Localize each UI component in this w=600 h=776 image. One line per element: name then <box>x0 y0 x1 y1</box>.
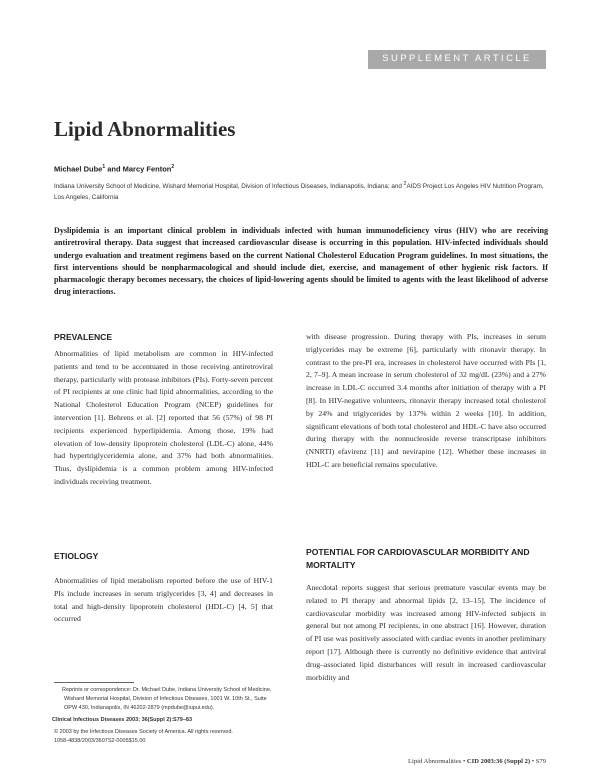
supplement-article-banner: SUPPLEMENT ARTICLE <box>368 50 546 68</box>
footnote-journal: Clinical Infectious Diseases 2003; 36(Suppl 2):S79–83 <box>52 717 193 723</box>
author-2-sup: 2 <box>171 164 175 170</box>
page-footer <box>390 758 546 765</box>
prevalence-text: Abnormalities of lipid metabolism are common in HIV-infected patients and tend to be accentuated in those receiving antiretroviral therapy, particularly with protease inhibitors (PIs). Forty-seven percent of PI recipients at one clinic had lipid abnormalities, according to the National Cholesterol Education Program (NCEP) guidelines for intervention [1]. Behrens et al. [2] reported that 56 (57%) of 98 PI recipients experienced hyperlipidemia. Among those, 19% had elevation of low-density lipoprotein cholesterol (LDL-C) alone, 44% had hypertriglyceridemia alone, and 37% had both abnormalities. Thus, dyslipidemia is a common problem among HIV-infected individuals receiving treatment. <box>54 349 273 486</box>
affiliation-sup: 2 <box>403 181 407 187</box>
article-title: Lipid Abnormalities <box>54 117 236 141</box>
heading-etiology: ETIOLOGY <box>54 551 99 561</box>
footnote <box>54 686 278 746</box>
footer-page-number: • S79 <box>530 758 546 765</box>
footnote-copyright: © 2003 by the Infectious Diseases Society of America. All rights reserved. <box>54 729 233 735</box>
footer-journal-ref: CID 2003:36 (Suppl 2) <box>466 758 531 765</box>
footer-running-title: Lipid Abnormalities • <box>408 758 467 765</box>
footnote-rule <box>54 682 134 683</box>
heading-cardiovascular: POTENTIAL FOR CARDIOVASCULAR MORBIDITY AND MORTALITY <box>306 547 530 570</box>
footnote-issn: 1058-4838/2003/3607S2-0005$15.00 <box>54 738 146 744</box>
author-1-sup: 1 <box>102 164 106 170</box>
footnote-reprints: Reprints or correspondence: Dr. Michael Dube, Indiana University School of Medicine, Wishard Memorial Hospital, Division of Infectious Diseases, 1001 W. 10th St., Suite OPW 430, Indianapolis, IN 46202-2879 (mpdube@iupui.edu). <box>62 687 272 711</box>
authors-line <box>54 164 174 174</box>
author-2-name: and Marcy Fenton <box>105 164 172 174</box>
banner-rule <box>368 68 546 69</box>
affiliation-part-1: Indiana University School of Medicine, Wishard Memorial Hospital, Division of Infectious Diseases, Indianapolis, Indiana; and <box>54 183 404 191</box>
affiliations <box>54 179 544 203</box>
cardiovascular-text: Anecdotal reports suggest that serious premature vascular events may be related to PI therapy and abnormal lipids [2, 13–15]. The incidence of cardiovascular morbidity was increased among HIV-infected subjects in general but not among PI recipients, in one abstract [16]. However, duration of PI use was positively associated with cardiac events in another preliminary report [17]. Although there is currently no definitive evidence that antiviral drug–associated lipid disturbances will result in increased cardiovascular morbidity and <box>306 583 546 682</box>
abstract: Dyslipidemia is an important clinical problem in individuals infected with human immunodeficiency virus (HIV) who are receiving antiretroviral therapy. Data suggest that increased cardiovascular disease is occurring in this population. HIV-infected individuals should undergo evaluation and treatment regimens based on the current National Cholesterol Education Program guidelines. In most situations, the first interventions should be nonpharmacological and should include diet, exercise, and management of other hygienic risk factors. If pharmacologic therapy becomes necessary, the choices of lipid-lowering agents should be limited to agents with the least likelihood of adverse drug interactions. <box>54 226 548 297</box>
continuation-text: with disease progression. During therapy with PIs, increases in serum triglycerides may be extreme [6], particularly with ritonavir therapy. In contrast to the pre-PI era, increases in cholesterol have occurred with PIs [1, 2, 7–9]. A mean increase in serum cholesterol of 32 mg/dL (23%) and a 27% increase in LDL-C occurred 3.4 months after initiation of therapy with a PI [8]. In HIV-negative volunteers, ritonavir therapy increased total cholesterol by 24% and triglycerides by 137% within 2 weeks [10]. In addition, significant elevations of both total cholesterol and HDL-C have also occurred during therapy with the nonnucleoside reverse transcriptase inhibitors (NNRTI) efavirenz [11] and nevirapine [12]. Whether these increases in HDL-C are beneficial remains speculative. <box>306 332 546 469</box>
affiliation-part-2: AIDS Project Los Angeles HIV Nutrition Program, Los Angeles, California <box>54 183 544 202</box>
etiology-text: Abnormalities of lipid metabolism reported before the use of HIV-1 PIs include increases in serum triglycerides [3, 4] and decreases in total and high-density lipoprotein cholesterol (HDL-C) [4, 5] that occurred <box>54 576 273 624</box>
author-1-name: Michael Dube <box>54 164 103 174</box>
heading-prevalence: PREVALENCE <box>54 332 113 342</box>
